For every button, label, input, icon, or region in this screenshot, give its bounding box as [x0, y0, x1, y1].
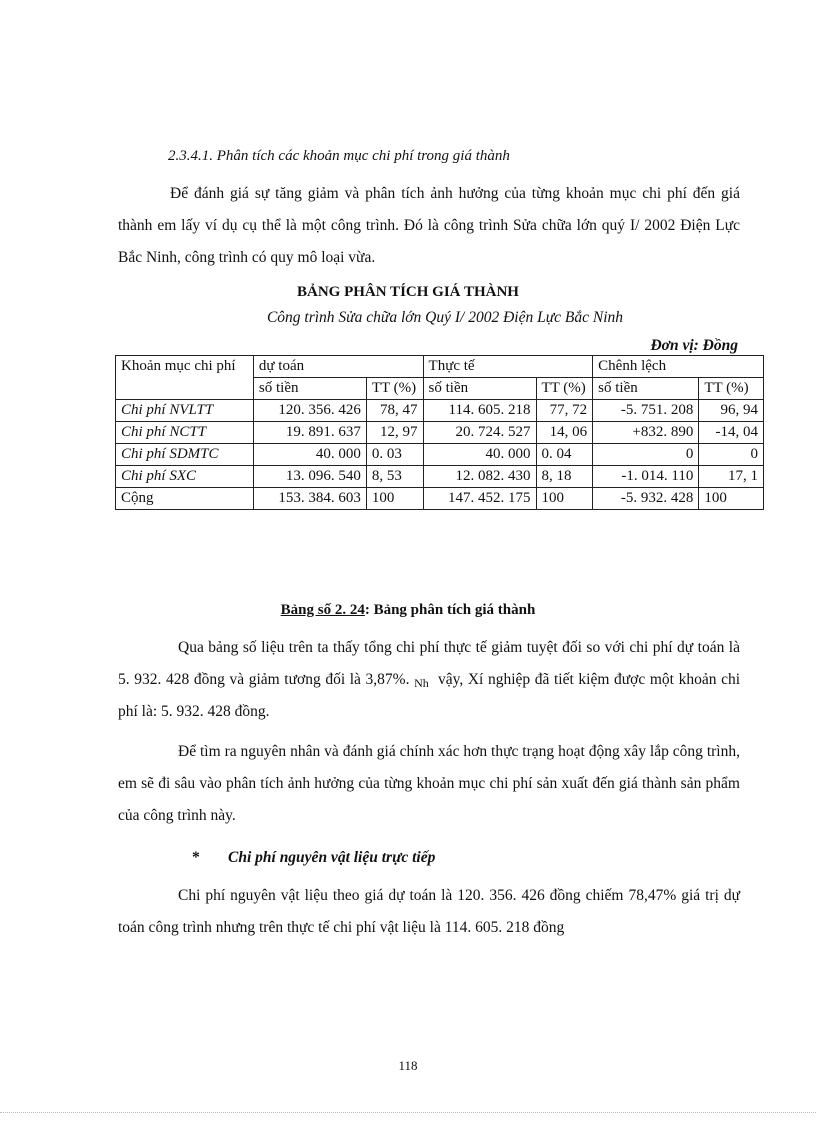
header-diff: Chênh lệch — [593, 356, 764, 378]
subheader-diff-amount: số tiền — [593, 378, 699, 400]
row-actual: 12. 082. 430 — [423, 466, 536, 488]
cost-analysis-table — [115, 355, 764, 510]
summary-paragraph — [118, 632, 740, 728]
table-row — [116, 422, 764, 444]
total-actual: 147. 452. 175 — [423, 488, 536, 510]
total-budget: 153. 384. 603 — [253, 488, 366, 510]
total-actual-pct: 100 — [536, 488, 593, 510]
subheader-budget-amount: số tiền — [253, 378, 366, 400]
table-row — [116, 444, 764, 466]
summary-nh: Nh — [414, 676, 429, 690]
row-budget: 13. 096. 540 — [253, 466, 366, 488]
row-name: Chi phí SDMTC — [116, 444, 254, 466]
subheader-actual-pct: TT (%) — [536, 378, 593, 400]
row-budget-pct: 8, 53 — [366, 466, 423, 488]
row-diff-pct: -14, 04 — [699, 422, 764, 444]
row-diff-pct: 0 — [699, 444, 764, 466]
header-item: Khoản mục chi phí — [116, 356, 254, 400]
total-diff-pct: 100 — [699, 488, 764, 510]
page-bottom-divider — [0, 1112, 816, 1113]
total-budget-pct: 100 — [366, 488, 423, 510]
row-diff: +832. 890 — [593, 422, 699, 444]
bullet-heading — [192, 842, 435, 874]
total-name: Cộng — [116, 488, 254, 510]
table-total-row — [116, 488, 764, 510]
row-actual-pct: 0. 04 — [536, 444, 593, 466]
intro-paragraph: Để đánh giá sự tăng giảm và phân tích ảnh hưởng của từng khoản mục chi phí đến giá thành em lấy ví dụ cụ thể là một công trình. Đó là công trình Sửa chữa lớn quý I/ 2002 Điện Lực Bắc Ninh, công trình có quy mô loại vừa. — [118, 185, 740, 266]
row-actual-pct: 77, 72 — [536, 400, 593, 422]
row-name: Chi phí NVLTT — [116, 400, 254, 422]
table-row — [116, 400, 764, 422]
table-title: BẢNG PHÂN TÍCH GIÁ THÀNH — [297, 284, 519, 300]
caption-label: Bảng số 2. 24 — [280, 602, 365, 618]
row-diff-pct: 17, 1 — [699, 466, 764, 488]
header-actual: Thực tế — [423, 356, 593, 378]
row-budget: 120. 356. 426 — [253, 400, 366, 422]
row-name: Chi phí NCTT — [116, 422, 254, 444]
row-budget-pct: 0. 03 — [366, 444, 423, 466]
row-budget: 40. 000 — [253, 444, 366, 466]
total-diff: -5. 932. 428 — [593, 488, 699, 510]
header-budget: dự toán — [253, 356, 423, 378]
row-budget-pct: 78, 47 — [366, 400, 423, 422]
cause-paragraph: Để tìm ra nguyên nhân và đánh giá chính xác hơn thực trạng hoạt động xây lắp công trình, em sẽ đi sâu vào phân tích ảnh hưởng của từng khoản mục chi phí sản xuất đến giá thành sản phẩm của công trình này. — [118, 743, 740, 824]
table-row — [116, 466, 764, 488]
row-actual-pct: 14, 06 — [536, 422, 593, 444]
row-budget: 19. 891. 637 — [253, 422, 366, 444]
section-heading: 2.3.4.1. Phân tích các khoản mục chi phí trong giá thành — [168, 148, 510, 164]
row-diff-pct: 96, 94 — [699, 400, 764, 422]
table-caption — [0, 594, 816, 626]
bullet-star: * — [192, 849, 200, 866]
unit-label: Đơn vị: Đồng — [650, 337, 738, 354]
row-budget-pct: 12, 97 — [366, 422, 423, 444]
row-diff: -1. 014. 110 — [593, 466, 699, 488]
row-diff: -5. 751. 208 — [593, 400, 699, 422]
row-actual: 40. 000 — [423, 444, 536, 466]
subheader-diff-pct: TT (%) — [699, 378, 764, 400]
row-name: Chi phí SXC — [116, 466, 254, 488]
table-header-row — [116, 356, 764, 378]
subheader-actual-amount: số tiền — [423, 378, 536, 400]
material-paragraph: Chi phí nguyên vật liệu theo giá dự toán là 120. 356. 426 đồng chiếm 78,47% giá trị dự toán công trình nhưng trên thực tế chi phí vật liệu là 114. 605. 218 đồng — [118, 887, 740, 936]
page-number: 118 — [398, 1058, 418, 1073]
bullet-text: Chi phí nguyên vật liệu trực tiếp — [228, 849, 436, 866]
row-actual: 20. 724. 527 — [423, 422, 536, 444]
subheader-budget-pct: TT (%) — [366, 378, 423, 400]
summary-before: Qua bảng số liệu trên ta thấy tổng chi phí thực tế giảm tuyệt đối so với chi phí dự toán là 5. 932. 428 đồng và giảm tương đối là 3,87%. — [118, 639, 740, 688]
row-actual-pct: 8, 18 — [536, 466, 593, 488]
summary-after: vậy, Xí nghiệp đã tiết kiệm được một khoản chi phí là: 5. 932. 428 đồng. — [118, 671, 741, 720]
caption-text: : Bảng phân tích giá thành — [364, 602, 536, 618]
table-subtitle: Công trình Sửa chữa lớn Quý I/ 2002 Điện Lực Bắc Ninh — [266, 309, 624, 326]
row-diff: 0 — [593, 444, 699, 466]
row-actual: 114. 605. 218 — [423, 400, 536, 422]
